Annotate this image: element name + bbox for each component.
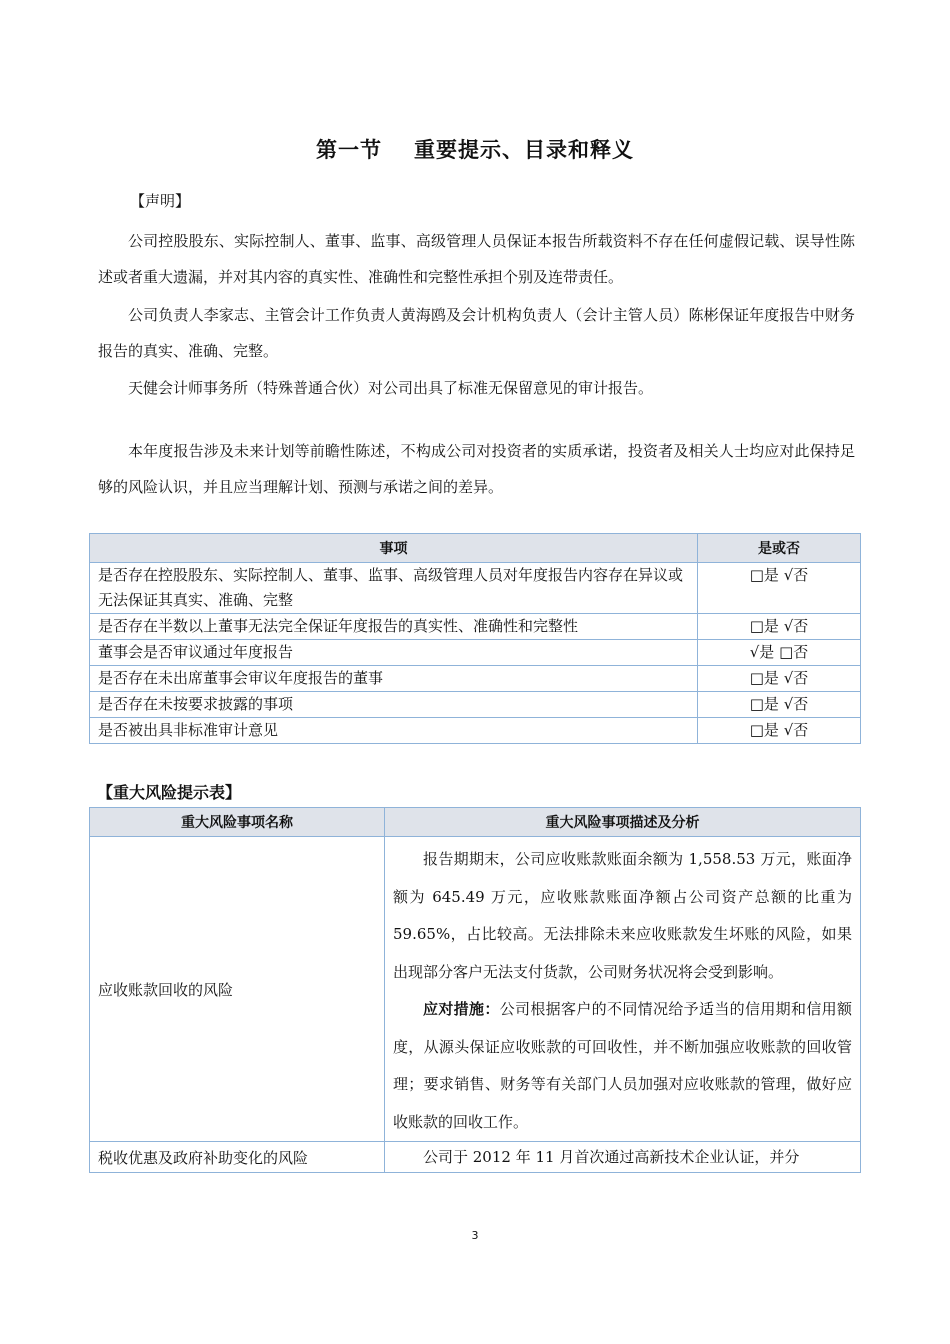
section-number: 第一节 xyxy=(316,138,382,162)
item-text: 是否存在控股股东、实际控制人、董事、监事、高级管理人员对年度报告内容存在异议或无法保证其真实、准确、完整 xyxy=(90,563,698,614)
item-text: 是否被出具非标准审计意见 xyxy=(90,718,698,744)
forward-looking-statement: 本年度报告涉及未来计划等前瞻性陈述，不构成公司对投资者的实质承诺，投资者及相关人士均应对此保持足够的风险认识，并且应当理解计划、预测与承诺之间的差异。 xyxy=(98,442,855,496)
risk-description: 报告期期末，公司应收账款账面余额为 1,558.53 万元，账面净额为 645.49 万元，应收账款账面净额占公司资产总额的比重为 59.65%，占比较高。无法排除未来应收账款发生坏账的风险，如果出现部分客户无法支付货款，公司财务状况将会受到影响。 xyxy=(393,850,852,981)
table-row xyxy=(90,1142,861,1173)
major-risk-table xyxy=(89,807,861,1173)
item-text: 是否存在半数以上董事无法完全保证年度报告的真实性、准确性和完整性 xyxy=(90,614,698,640)
risk-name: 应收账款回收的风险 xyxy=(90,837,385,1142)
item-answer: □是 √否 xyxy=(698,718,861,744)
table-header-row xyxy=(90,534,861,563)
item-answer: √是 □否 xyxy=(698,640,861,666)
table-row xyxy=(90,563,861,614)
table-row xyxy=(90,718,861,744)
item-answer: □是 √否 xyxy=(698,666,861,692)
item-text: 是否存在未按要求披露的事项 xyxy=(90,692,698,718)
table-row xyxy=(90,614,861,640)
item-text: 董事会是否审议通过年度报告 xyxy=(90,640,698,666)
header-risk-description: 重大风险事项描述及分析 xyxy=(385,808,861,837)
risk-description-cell xyxy=(385,1142,861,1173)
risk-name: 税收优惠及政府补助变化的风险 xyxy=(90,1142,385,1173)
measure-text: 公司根据客户的不同情况给予适当的信用期和信用额度，从源头保证应收账款的可回收性，并不断加强应收账款的回收管理；要求销售、财务等有关部门人员加强对应收账款的管理，做好应收账款的回收工作。 xyxy=(393,1000,852,1131)
table-row xyxy=(90,837,861,1142)
risk-description: 公司于 2012 年 11 月首次通过高新技术企业认证，并分 xyxy=(423,1148,800,1166)
disclosure-items-table xyxy=(89,533,861,744)
page-number: 3 xyxy=(471,1229,479,1242)
table-header-row xyxy=(90,808,861,837)
header-risk-name: 重大风险事项名称 xyxy=(90,808,385,837)
item-answer: □是 √否 xyxy=(698,614,861,640)
declaration-paragraph: 公司控股股东、实际控制人、董事、监事、高级管理人员保证本报告所载资料不存在任何虚假记载、误导性陈述或者重大遗漏，并对其内容的真实性、准确性和完整性承担个别及连带责任。 xyxy=(98,232,855,286)
page-title xyxy=(0,134,950,164)
header-answer: 是或否 xyxy=(698,534,861,563)
table-row xyxy=(90,640,861,666)
item-text: 是否存在未出席董事会审议年度报告的董事 xyxy=(90,666,698,692)
risk-measure xyxy=(393,991,852,1141)
table-row xyxy=(90,666,861,692)
item-answer: □是 √否 xyxy=(698,692,861,718)
section-name: 重要提示、目录和释义 xyxy=(414,138,634,162)
declaration-heading: 【声明】 xyxy=(130,192,191,210)
declaration-paragraph: 天健会计师事务所（特殊普通合伙）对公司出具了标准无保留意见的审计报告。 xyxy=(128,379,654,397)
item-answer: □是 √否 xyxy=(698,563,861,614)
header-item: 事项 xyxy=(90,534,698,563)
declaration-paragraph: 公司负责人李家志、主管会计工作负责人黄海鸥及会计机构负责人（会计主管人员）陈彬保证年度报告中财务报告的真实、准确、完整。 xyxy=(98,306,855,360)
risk-description-cell xyxy=(385,837,861,1142)
risk-table-heading: 【重大风险提示表】 xyxy=(97,783,242,802)
table-row xyxy=(90,692,861,718)
measure-label: 应对措施： xyxy=(423,1000,500,1018)
